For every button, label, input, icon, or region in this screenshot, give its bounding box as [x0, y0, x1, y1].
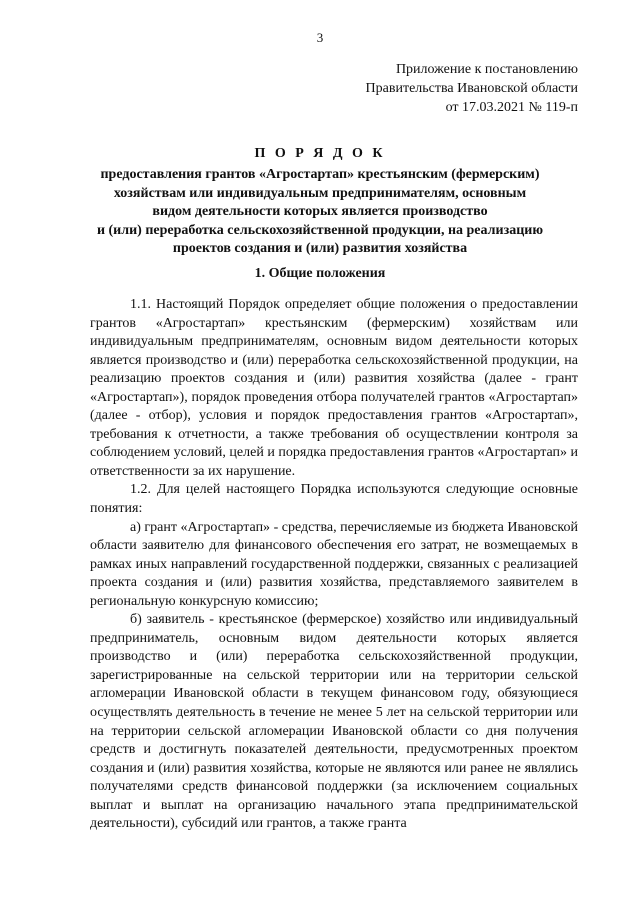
appendix-note — [366, 60, 578, 117]
paragraph: б) заявитель - крестьянское (фермерское) хозяйство или индивидуальный предприниматель, основным видом деятельности которых является производство и (или) переработка сельскохозяйственной продукции, зарегистрированные на сельской территории или на территории сельской агломерации Ивановской области в текущем финансовом году, обязующиеся осуществлять деятельность в течение не менее 5 лет на сельской территории или на территории сельской агломерации Ивановской области со дня получения средств и достигнуть показателей деятельности, предусмотренных проектом создания и (или) развития хозяйства, которые не являются или ранее не являлись получателями средств финансовой поддержки (за исключением социальных выплат и выплат на организацию начального этапа предпринимательской деятельности), субсидий или грантов, а также гранта — [90, 612, 578, 832]
title-line: и (или) переработка сельскохозяйственной продукции, на реализацию — [96, 222, 544, 238]
section-body — [90, 296, 578, 834]
title-line: видом деятельности которых является производство — [152, 204, 488, 220]
page-number: 3 — [316, 30, 324, 45]
appendix-line: от 17.03.2021 № 119-п — [445, 100, 578, 115]
paragraph: а) грант «Агростартап» - средства, перечисляемые из бюджета Ивановской области заявителю для финансового обеспечения его затрат, не возмещаемых в рамках иных направлений государственной поддержки, связанных с реализацией проекта создания и (или) развития хозяйства, представляемого заявителем в региональную конкурсную комиссию; — [90, 519, 578, 609]
title-line: хозяйствам или индивидуальным предпринимателям, основным — [113, 185, 527, 201]
title-line: предоставления грантов «Агростартап» крестьянским (фермерским) — [100, 167, 540, 183]
title-line: проектов создания и (или) развития хозяйства — [172, 241, 468, 257]
appendix-line: Приложение к постановлению — [395, 62, 578, 77]
appendix-line: Правительства Ивановской области — [365, 81, 578, 96]
paragraph: 1.1. Настоящий Порядок определяет общие положения о предоставлении грантов «Агростартап» крестьянским (фермерским) хозяйствам или индивидуальным предпринимателям, основным видом деятельности которых является производство и (или) переработка сельскохозяйственной продукции, на реализацию проектов создания и (или) развития хозяйства (далее - грант «Агростартап»), порядок проведения отбора получателей грантов «Агростартап» (далее - отбор), условия и порядок предоставления грантов «Агростартап», требования к отчетности, а также требования об осуществлении контроля за соблюдением условий, целей и порядка предоставления грантов «Агростартап» и ответственности за их нарушение. — [90, 297, 578, 479]
document-heading: П О Р Я Д О К — [254, 146, 386, 161]
paragraph: 1.2. Для целей настоящего Порядка используются следующие основные понятия: — [90, 482, 578, 517]
section-heading: 1. Общие положения — [254, 266, 386, 281]
document-title — [70, 145, 570, 258]
